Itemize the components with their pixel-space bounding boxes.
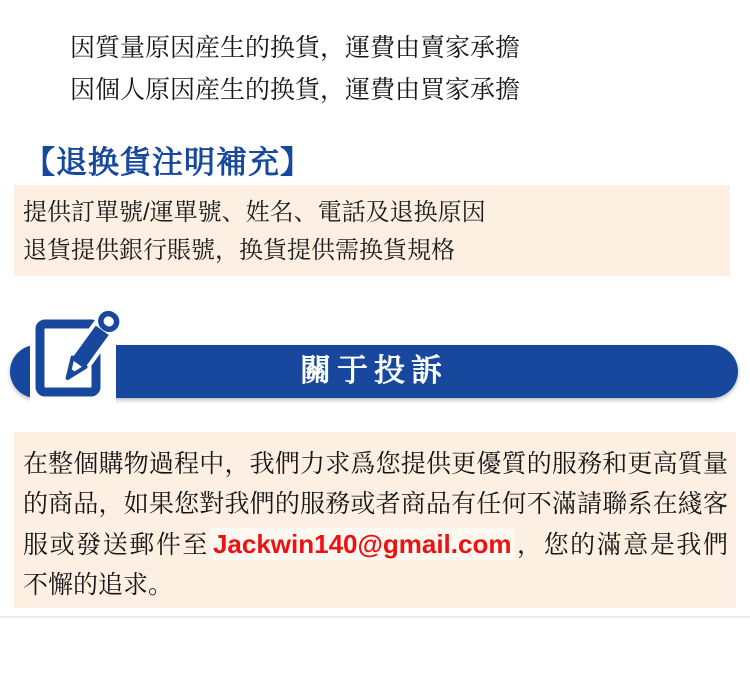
supplement-line-bank-info: 退貨提供銀行賬號，换貨提供需换貨規格 [23,237,455,264]
return-supplement-panel [14,185,730,276]
complaint-text-before-email: 在整個購物過程中，我們力求爲您提供更優質的服務和更高質量的商品，如果您對我們的服務或者商品有任何不滿請聯系在綫客服或發送郵件至 [23,450,728,559]
complaint-banner-title: 關于投訴 [300,353,448,388]
exchange-note-personal: 因個人原因産生的换貨，運費由買家承擔 [70,76,521,104]
complaint-body-text [14,432,736,605]
pencil-edit-icon [30,310,116,407]
return-supplement-heading: 【退换貨注明補充】 [24,145,312,180]
complaint-panel [14,432,736,608]
supplement-line-order-info: 提供訂單號/運單號、姓名、電話及退换原因 [23,199,486,226]
section-divider [0,616,750,618]
complaint-email-address: Jackwin140@gmail.com [209,528,516,560]
exchange-note-quality: 因質量原因産生的换貨，運費由賣家承擔 [70,34,521,62]
complaint-banner [10,345,738,398]
complaint-text-after-email: ，您的滿意是我們不懈的追求。 [23,531,728,599]
